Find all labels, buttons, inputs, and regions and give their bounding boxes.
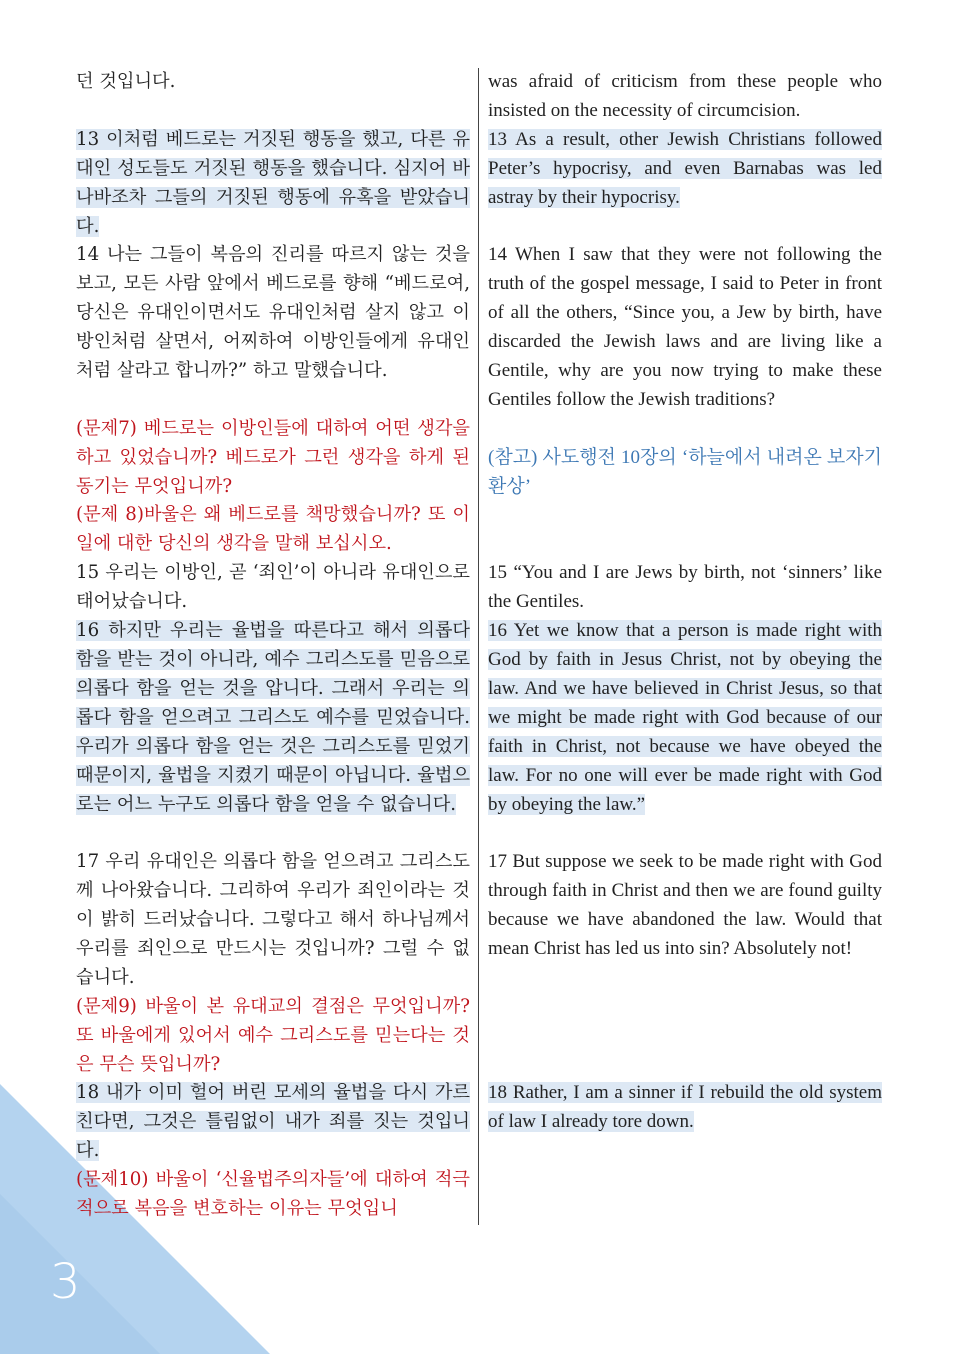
korean-paragraph-continuation: 던 것입니다. (76, 71, 176, 92)
korean-verse-13: 13 이처럼 베드로는 거짓된 행동을 했고, 다른 유대인 성도들도 거짓된 행동을 했습니다. 심지어 바나바조차 그들의 거짓된 행동에 유혹을 받았습니다. (76, 128, 470, 237)
korean-question-9: (문제9) 바울이 본 유대교의 결점은 무엇입니까? 또 바울에게 있어서 예수 그리스도를 믿는다는 것은 무슨 뜻입니까? (76, 995, 470, 1075)
english-verse-15: 15 “You and I are Jews by birth, not ‘sinners’ like the Gentiles. (488, 562, 882, 613)
english-column (488, 68, 882, 1137)
korean-column (76, 68, 470, 1224)
column-divider (478, 68, 479, 1225)
page-number: 3 (50, 1254, 81, 1310)
english-verse-14: 14 When I saw that they were not following the truth of the gospel message, I said to Peter in front of all the others, “Since you, a Jew by birth, have discarded the Jewish laws and are living like a Gentile, why are you now trying to make these Gentiles follow the Jewish traditions? (488, 244, 882, 410)
korean-question-10: (문제10) 바울이 ‘신율법주의자들’에 대하여 적극적으로 복음을 변호하는 이유는 무엇입니 (76, 1169, 470, 1220)
korean-verse-14: 14 나는 그들이 복음의 진리를 따르지 않는 것을 보고, 모든 사람 앞에서 베드로를 향해 “베드로여, 당신은 유대인이면서도 유대인처럼 살지 않고 이방인처럼 살면서, 어찌하여 이방인들에게 유대인처럼 살라고 합니까?” 하고 말했습니다. (76, 244, 470, 382)
english-reference-note: (참고) 사도행전 10장의 ‘하늘에서 내려온 보자기 환상’ (488, 446, 882, 497)
korean-question-7: (문제7) 베드로는 이방인들에 대하여 어떤 생각을 하고 있었습니까? 베드로가 그런 생각을 하게 된 동기는 무엇입니까? (76, 417, 470, 497)
english-verse-17: 17 But suppose we seek to be made right with God through faith in Christ and then we are found guilty because we have abandoned the law. Would that mean Christ has led us into sin? Absolutely not! (488, 851, 882, 959)
korean-verse-17: 17 우리 유대인은 의롭다 함을 얻으려고 그리스도께 나아왔습니다. 그리하여 우리가 죄인이라는 것이 밝히 드러났습니다. 그렇다고 해서 하나님께서 우리를 죄인으로 만드시는 것입니까? 그럴 수 없습니다. (76, 851, 470, 988)
english-verse-18: 18 Rather, I am a sinner if I rebuild the old system of law I already tore down. (488, 1082, 882, 1133)
korean-question-8: (문제 8)바울은 왜 베드로를 책망했습니까? 또 이 일에 대한 당신의 생각을 말해 보십시오. (76, 504, 470, 555)
english-verse-16: 16 Yet we know that a person is made right with God by faith in Jesus Christ, not by obeying the law. And we have believed in Christ Jesus, so that we might be made right with God because of our faith in Christ, not because we have obeyed the law. For no one will ever be made right with God by obeying the law.” (488, 620, 882, 815)
korean-verse-15: 15 우리는 이방인, 곧 ‘죄인’이 아니라 유대인으로 태어났습니다. (76, 562, 470, 613)
english-verse-13: 13 As a result, other Jewish Christians followed Peter’s hypocrisy, and even Barnabas was led astray by their hypocrisy. (488, 128, 882, 208)
korean-verse-18: 18 내가 이미 헐어 버린 모세의 율법을 다시 가르친다면, 그것은 틀림없이 내가 죄를 짓는 것입니다. (76, 1082, 470, 1162)
english-paragraph-continuation: was afraid of criticism from these people who insisted on the necessity of circumcision. (488, 71, 882, 121)
korean-verse-16: 16 하지만 우리는 율법을 따른다고 해서 의롭다 함을 받는 것이 아니라, 예수 그리스도를 믿음으로 의롭다 함을 얻는 것을 압니다. 그래서 우리는 의롭다 함을 얻으려고 그리스도 예수를 믿었습니다. 우리가 의롭다 함을 얻는 것은 그리스도를 믿었기 때문이지, 율법을 지켰기 때문이 아닙니다. 율법으로는 어느 누구도 의롭다 함을 얻을 수 없습니다. (76, 620, 470, 815)
